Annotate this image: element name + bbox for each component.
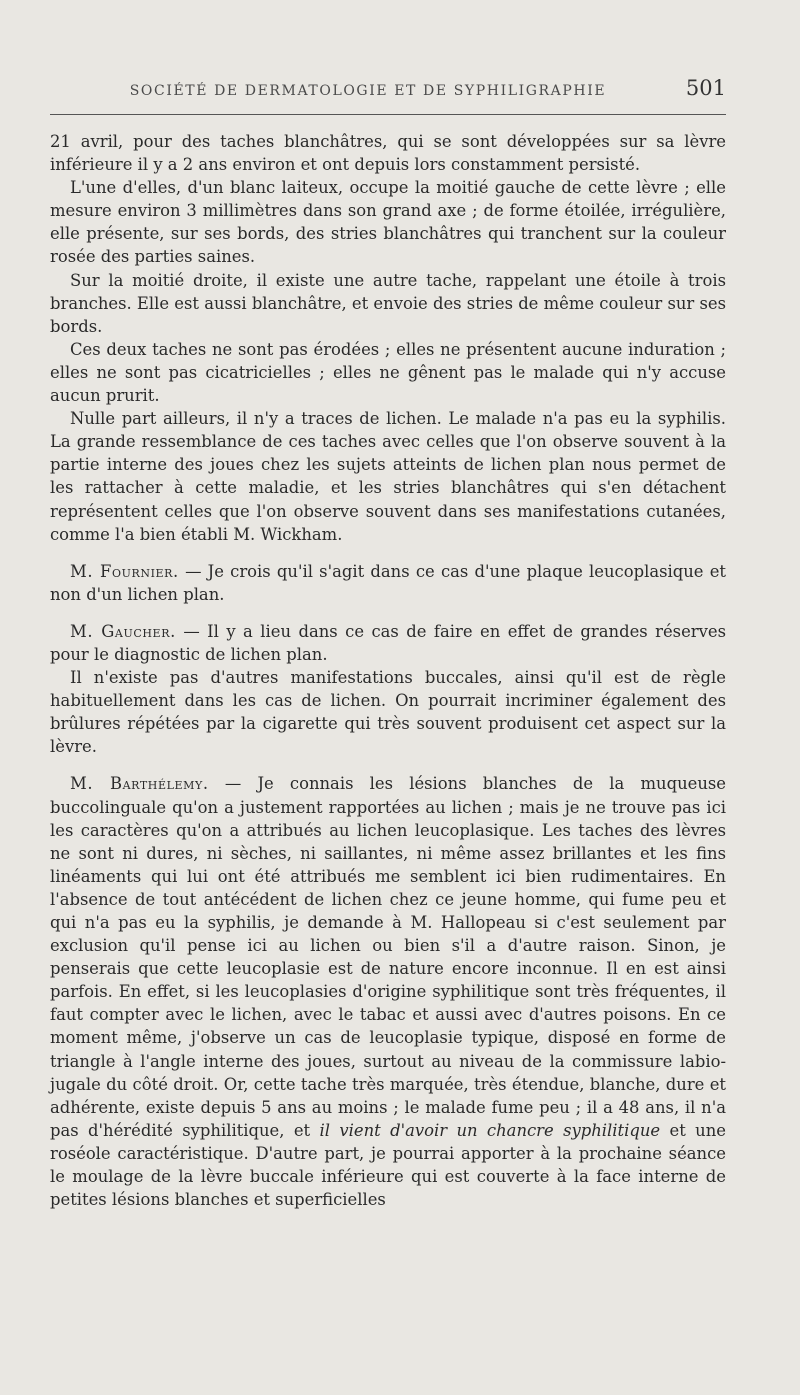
paragraph-gaucher: [50, 620, 726, 666]
paragraph-3: Sur la moitié droite, il existe une autre tache, rappelant une étoile à trois branches. Elle est aussi blanchâtre, et envoie des stries de même couleur sur ses bords.: [50, 270, 726, 336]
fournier-text: — Je crois qu'il s'agit dans ce cas d'une plaque leucoplasique et non d'un lichen plan.: [50, 561, 726, 604]
header-rule: [50, 114, 726, 115]
page-header: [50, 76, 726, 100]
paragraph-fournier: [50, 560, 726, 606]
speaker-gaucher: M. Gaucher.: [70, 621, 176, 641]
speaker-barthelemy: M. Barthélemy.: [70, 774, 209, 794]
paragraph-2: L'une d'elles, d'un blanc laiteux, occupe la moitié gauche de cette lèvre ; elle mesure environ 3 millimètres dans son grand axe ; de forme étoilée, irrégulière, elle présente, sur ses bords, des stries blanchâtres qui tranchent sur la couleur rosée des parties saines.: [50, 178, 726, 267]
paragraph-1: 21 avril, pour des taches blanchâtres, qui se sont développées sur sa lèvre inférieure il y a 2 ans environ et ont depuis lors constamment persisté.: [50, 132, 726, 175]
gaucher-text: — Il y a lieu dans ce cas de faire en effet de grandes réserves pour le diagnostic de lichen plan.: [50, 621, 726, 664]
barthelemy-text-b: et une roséole caractéristique. D'autre part, je pourrai apporter à la prochaine séance le moulage de la lèvre buccale inférieure qui est couverte à la face interne de petites lésions blanches et superficielles: [50, 1120, 726, 1210]
paragraph-gaucher-2: Il n'existe pas d'autres manifestations buccales, ainsi qu'il est de règle habituellement dans les cas de lichen. On pourrait incriminer également des brûlures répétées par la cigarette qui très souvent produisent cet aspect sur la lèvre.: [50, 668, 726, 757]
running-head: SOCIÉTÉ DE DERMATOLOGIE ET DE SYPHILIGRAPHIE: [129, 83, 607, 99]
barthelemy-italic: il vient d'avoir un chancre syphilitique: [319, 1120, 661, 1140]
paragraph-4: Ces deux taches ne sont pas érodées ; elles ne présentent aucune induration ; elles ne sont pas cicatricielles ; elles ne gênent pas le malade qui n'y accuse aucun prurit.: [50, 339, 726, 406]
barthelemy-text-a: — Je connais les lésions blanches de la muqueuse buccolinguale qu'on a justement rapportées au lichen ; mais je ne trouve pas ici les caractères qu'on a attribués au lichen leucoplasique. Les taches des lèvres ne sont ni dures, ni sèches, ni saillantes, ni même assez brillantes et les fins linéaments qui lui ont été attribués me semblent ici bien rudimentaires. En l'absence de tout antécédent de lichen chez ce jeune homme, qui fume peu et qui n'a pas eu la syphilis, je demande à M. Hallopeau si c'est seulement par exclusion qu'il pense ici au lichen ou bien s'il a d'autre raison. Sinon, je penserais que cette leucoplasie est de nature encore inconnue. Il en est ainsi parfois. En effet, si les leucoplasies d'origine syphilitique sont très fréquentes, il faut compter avec le lichen, avec le tabac et aussi avec d'autres poisons. En ce moment même, j'observe un cas de leucoplasie typique, disposé en forme de triangle à l'angle interne des joues, surtout au niveau de la commissure labio-jugale du côté droit. Or, cette tache très marquée, très étendue, blanche, dure et adhérente, existe depuis 5 ans au moins ; le malade fume peu ; il a 48 ans, il n'a pas d'hérédité syphilitique, et: [50, 774, 726, 1140]
body-text: [50, 130, 726, 1211]
speaker-fournier: M. Fournier.: [70, 561, 179, 581]
paragraph-barthelemy: [50, 772, 726, 1211]
page-number: 501: [685, 76, 726, 100]
paragraph-5: Nulle part ailleurs, il n'y a traces de lichen. Le malade n'a pas eu la syphilis. La grande ressemblance de ces taches avec celles que l'on observe souvent à la partie interne des joues chez les sujets atteints de lichen plan nous permet de les rattacher à cette maladie, et les stries blanchâtres qui s'en détachent représentent celles que l'on observe souvent dans ses manifestations cutanées, comme l'a bien établi M. Wickham.: [50, 409, 726, 544]
